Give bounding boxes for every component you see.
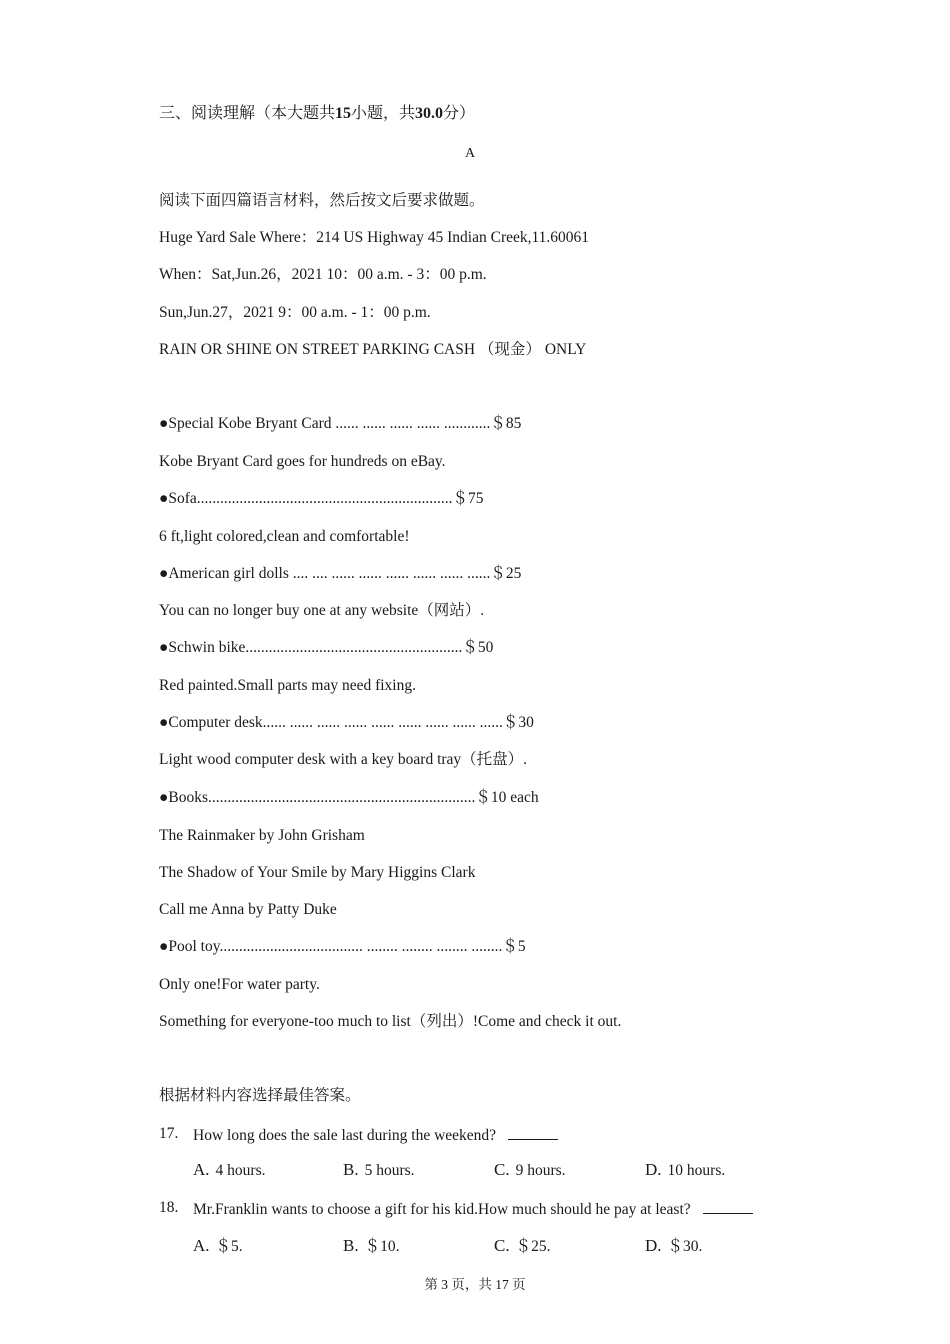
item-pool-toy-desc: Only one!For water party. bbox=[159, 976, 320, 993]
sale-location: Huge Yard Sale Where：214 US Highway 45 Indian Creek,11.60061 bbox=[159, 229, 590, 246]
section-score: 30.0 bbox=[415, 105, 444, 122]
question-count: 15 bbox=[335, 105, 352, 122]
answer-blank[interactable] bbox=[508, 1125, 558, 1140]
sale-time-sat: When：Sat,Jun.26，2021 10：00 a.m. - 3：00 p.m. bbox=[159, 266, 487, 283]
option-a[interactable]: A. 4 hours. bbox=[193, 1160, 266, 1179]
book-title: The Shadow of Your Smile by Mary Higgins Clark bbox=[159, 864, 476, 881]
option-b[interactable]: B. ＄10. bbox=[343, 1236, 400, 1255]
question-text: How long does the sale last during the weekend? bbox=[193, 1125, 558, 1145]
item-desk: ●Computer desk...... ...... ...... ...... ...... ...... ...... ...... ......＄30 bbox=[159, 714, 534, 731]
option-c[interactable]: C. 9 hours. bbox=[494, 1160, 566, 1179]
book-title: Call me Anna by Patty Duke bbox=[159, 901, 337, 918]
question-number: 17. bbox=[159, 1125, 179, 1142]
section-title bbox=[159, 104, 475, 124]
answer-blank[interactable] bbox=[703, 1199, 753, 1214]
item-books: ●Books.....................................................................＄10 each bbox=[159, 789, 539, 806]
section-title-suffix: 分） bbox=[443, 105, 476, 122]
item-bike-desc: Red painted.Small parts may need fixing. bbox=[159, 677, 416, 694]
book-title: The Rainmaker by John Grisham bbox=[159, 827, 365, 844]
option-b[interactable]: B. 5 hours. bbox=[343, 1160, 415, 1179]
question-number: 18. bbox=[159, 1199, 179, 1216]
section-title-mid: 小题，共 bbox=[351, 105, 416, 122]
question-text: Mr.Franklin wants to choose a gift for his kid.How much should he pay at least? bbox=[193, 1199, 753, 1219]
sale-time-sun: Sun,Jun.27，2021 9：00 a.m. - 1：00 p.m. bbox=[159, 304, 431, 321]
item-kobe-card: ●Special Kobe Bryant Card ...... ...... ...... ...... ............＄85 bbox=[159, 415, 522, 432]
item-bike: ●Schwin bike........................................................＄50 bbox=[159, 639, 494, 656]
page-footer: 第 3 页，共 17 页 bbox=[424, 1277, 526, 1292]
item-sofa-desc: 6 ft,light colored,clean and comfortable! bbox=[159, 528, 410, 545]
option-d[interactable]: D. 10 hours. bbox=[645, 1160, 726, 1179]
item-pool-toy: ●Pool toy..................................... ........ ........ ........ ........＄5 bbox=[159, 938, 526, 955]
item-kobe-card-desc: Kobe Bryant Card goes for hundreds on eBay. bbox=[159, 453, 446, 470]
item-dolls: ●American girl dolls .... .... ...... ...... ...... ...... ...... ......＄25 bbox=[159, 565, 522, 582]
item-desk-desc: Light wood computer desk with a key board tray（托盘）. bbox=[159, 751, 528, 768]
item-sofa: ●Sofa..................................................................＄75 bbox=[159, 490, 484, 507]
sale-notice: RAIN OR SHINE ON STREET PARKING CASH （现金） ONLY bbox=[159, 341, 587, 358]
question-instructions: 根据材料内容选择最佳答案。 bbox=[159, 1087, 361, 1104]
passage-letter: A bbox=[464, 146, 476, 161]
option-c[interactable]: C. ＄25. bbox=[494, 1236, 551, 1255]
option-a[interactable]: A. ＄5. bbox=[193, 1236, 243, 1255]
instructions: 阅读下面四篇语言材料，然后按文后要求做题。 bbox=[159, 192, 485, 209]
option-d[interactable]: D. ＄30. bbox=[645, 1236, 703, 1255]
sale-closing: Something for everyone-too much to list（列出）!Come and check it out. bbox=[159, 1013, 622, 1030]
section-title-prefix: 三、阅读理解（本大题共 bbox=[159, 105, 336, 122]
item-dolls-desc: You can no longer buy one at any website（网站）. bbox=[159, 602, 485, 619]
